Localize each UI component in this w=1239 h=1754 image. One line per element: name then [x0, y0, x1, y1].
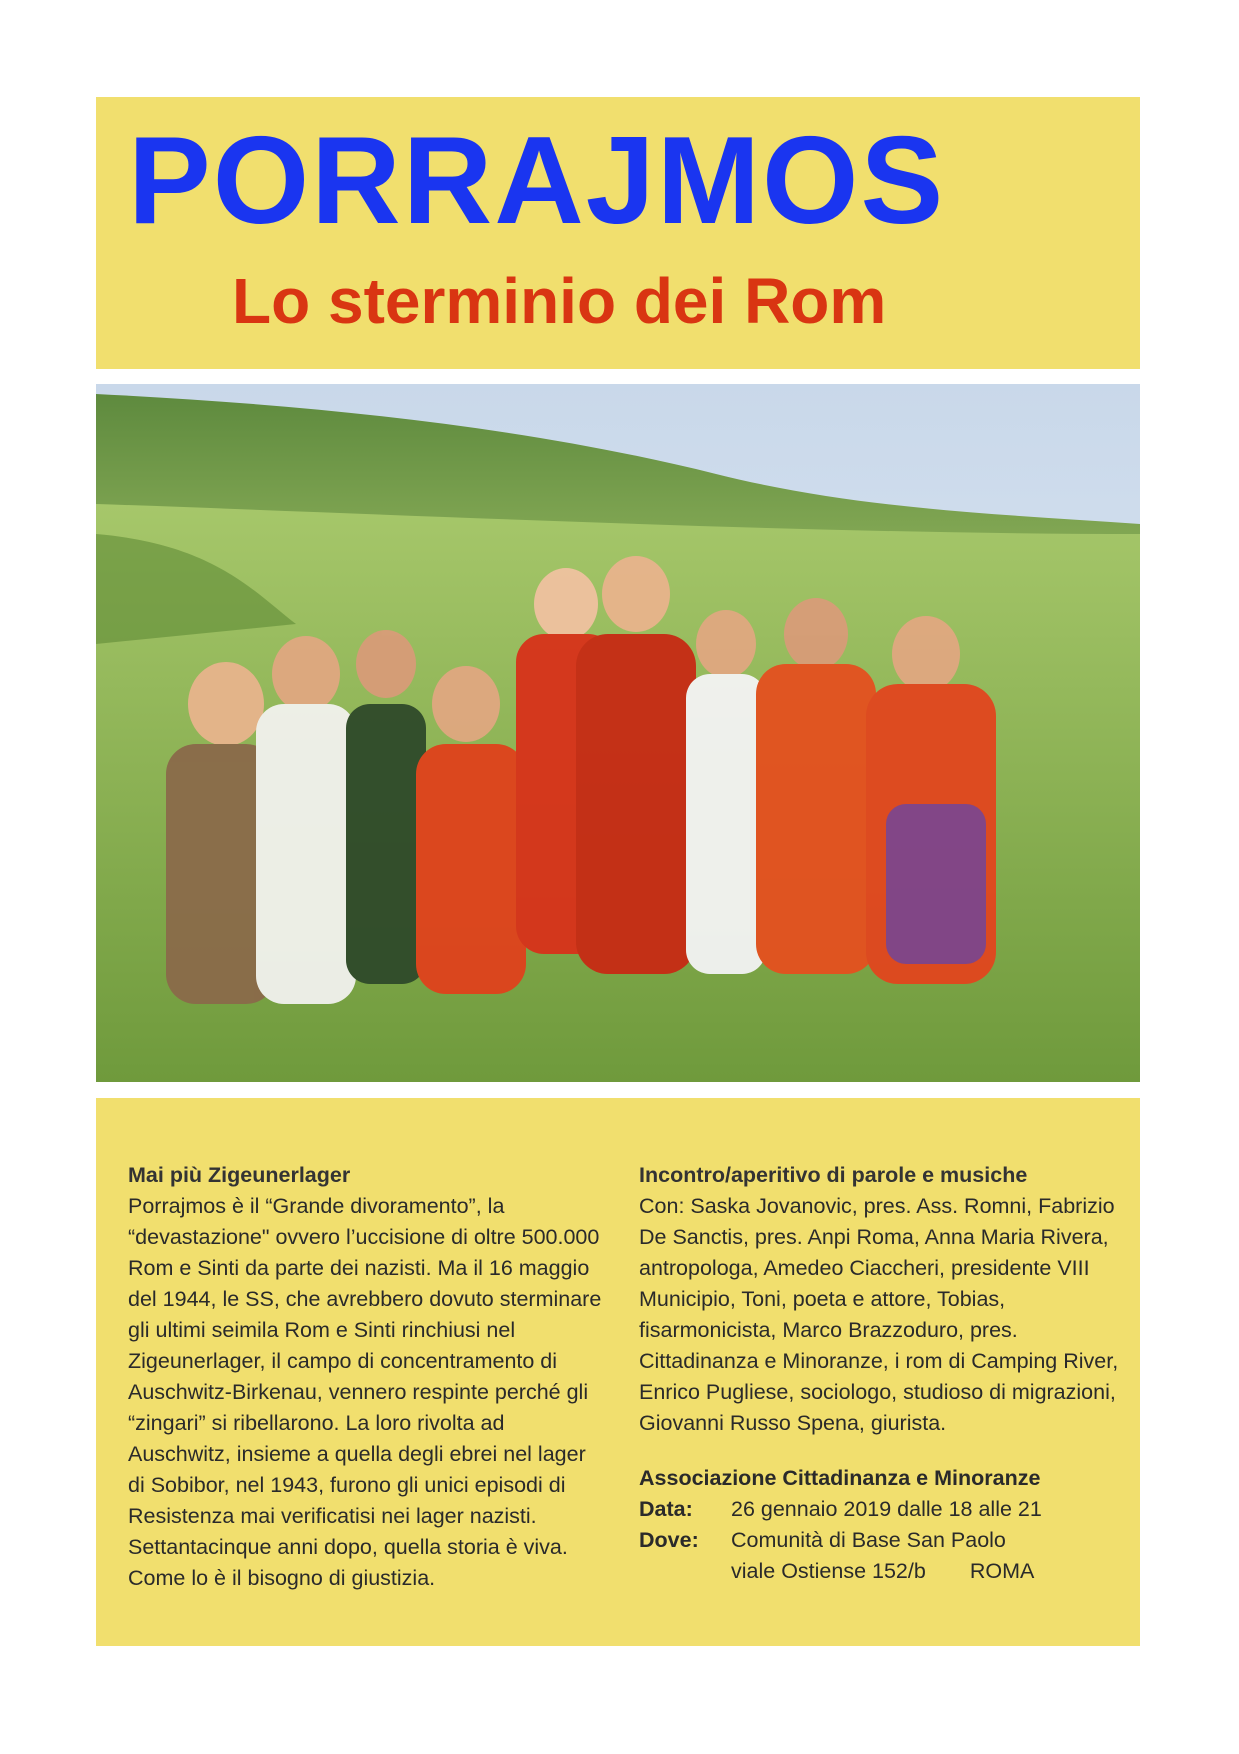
date-value: 26 gennaio 2019 dalle 18 alle 21: [731, 1497, 1042, 1521]
poster-subtitle: Lo sterminio dei Rom: [232, 265, 887, 337]
address-row: [639, 1556, 1129, 1587]
history-heading: Mai più Zigeunerlager: [128, 1163, 351, 1187]
date-row: [639, 1494, 1129, 1525]
city-value: ROMA: [969, 1559, 1035, 1583]
group-photo: [96, 384, 1140, 1082]
event-heading: Incontro/aperitivo di parole e musiche: [639, 1163, 1028, 1187]
guests-text: Con: Saska Jovanovic, pres. Ass. Romni, Fabrizio De Sanctis, pres. Anpi Roma, Anna Maria Rivera, antropologa, Amedeo Ciaccheri, presidente VIII Municipio, Toni, poeta e attore, Tobias, fisarmonicista, Marco Brazzoduro, pres. Cittadinanza e Minoranze, i rom di Camping River, Enrico Pugliese, sociologo, studioso di migrazioni, Giovanni Russo Spena, giurista.: [639, 1194, 1119, 1435]
event-column: [639, 1160, 1129, 1587]
poster-title: PORRAJMOS: [128, 112, 946, 250]
date-label: Data:: [639, 1497, 693, 1521]
info-panel: [96, 1098, 1140, 1646]
header-banner: [96, 97, 1140, 369]
history-text: Porrajmos è il “Grande divoramento”, la “devastazione" ovvero l’uccisione di oltre 500.000 Rom e Sinti da parte dei nazisti. Ma il 16 maggio del 1944, le SS, che avrebbero dovuto sterminare gli ultimi seimila Rom e Sinti rinchiusi nel Zigeunerlager, il campo di concentramento di Auschwitz-Birkenau, vennero respinte perché gli “zingari” si ribellarono. La loro rivolta ad Auschwitz, insieme a quella degli ebrei nel lager di Sobibor, nel 1943, furono gli unici episodi di Resistenza mai verificatisi nei lager nazisti. Settantacinque anni dopo, quella storia è viva. Come lo è il bisogno di giustizia.: [128, 1194, 602, 1590]
organizer-name: Associazione Cittadinanza e Minoranze: [639, 1466, 1041, 1490]
address-value: viale Ostiense 152/b: [731, 1559, 926, 1583]
place-row: [639, 1525, 1129, 1556]
place-value: Comunità di Base San Paolo: [731, 1528, 1006, 1552]
place-label: Dove:: [639, 1528, 699, 1552]
history-column: [128, 1160, 608, 1594]
